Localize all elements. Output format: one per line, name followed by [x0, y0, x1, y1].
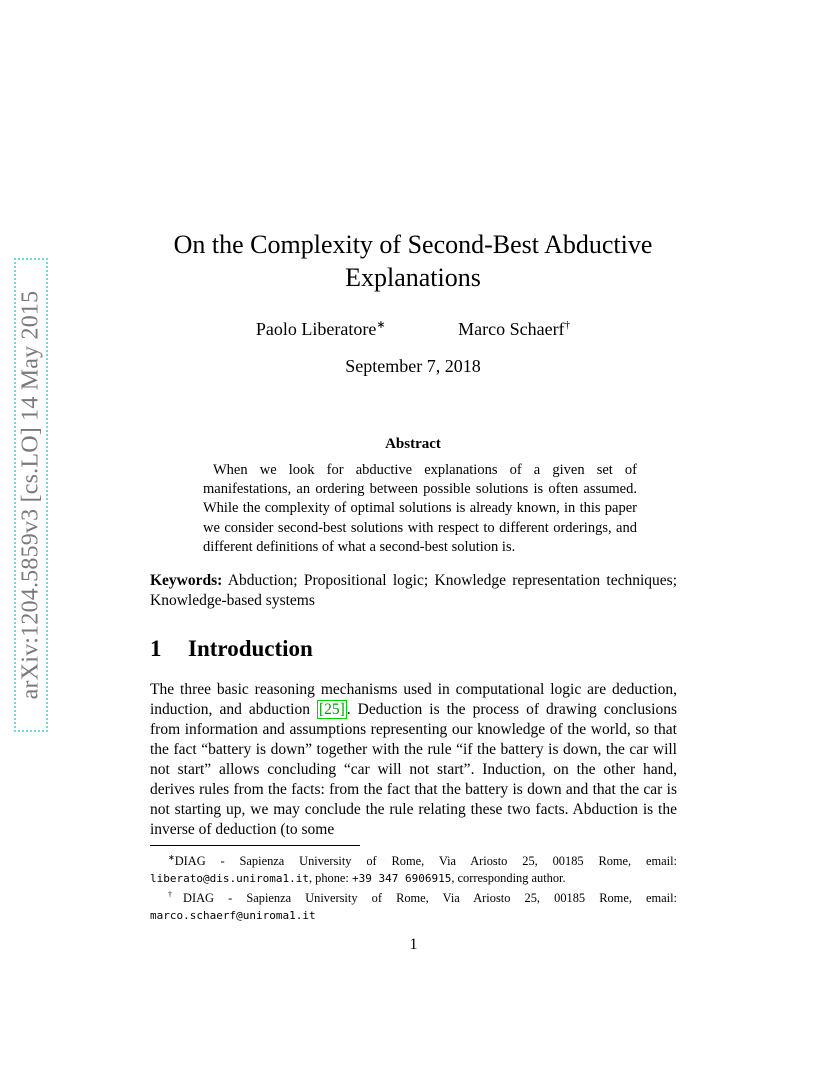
footnote-2-email[interactable]: marco.schaerf@uniroma1.it — [150, 909, 316, 923]
author-1-name: Paolo Liberatore — [255, 319, 377, 339]
footnote-2-text: DIAG - Sapienza University of Rome, Via Ariosto 25, 00185 Rome, email: — [183, 891, 677, 906]
citation-link[interactable]: [25] — [318, 701, 345, 718]
author-2-name: Marco Schaerf — [458, 319, 565, 339]
footnote-1-text: DIAG - Sapienza University of Rome, Via Ariosto 25, 00185 Rome, email: — [174, 854, 677, 869]
footnote-1-mid: , phone: — [308, 870, 352, 885]
author-2 — [458, 319, 570, 340]
section-heading — [150, 636, 313, 662]
keywords-label: Keywords: — [150, 572, 223, 589]
title-line-1: On the Complexity of Second-Best Abductive — [173, 230, 653, 259]
footnote-1-phone: +39 347 6906915 — [351, 871, 452, 885]
keywords — [150, 571, 677, 611]
footnote-1 — [150, 850, 677, 887]
arxiv-stamp — [14, 258, 48, 732]
page-number: 1 — [409, 936, 418, 953]
paper-date: September 7, 2018 — [345, 356, 481, 376]
author-1 — [256, 318, 386, 340]
abstract-text: When we look for abductive explanations of a given set of manifestations, an ordering between possible solutions is often assumed. While the complexity of optimal solutions is already known, in this paper we consider second-best solutions with respect to different orderings, and different definitions of what a second-best solution is. — [203, 462, 637, 555]
footnote-2 — [150, 887, 677, 924]
abstract-heading: Abstract — [385, 436, 441, 452]
paper-title — [150, 228, 676, 294]
arxiv-identifier: arXiv:1204.5859v3 [cs.LO] 14 May 2015 — [17, 290, 44, 700]
intro-paragraph — [150, 680, 677, 840]
title-line-2: Explanations — [345, 263, 481, 292]
author-list — [150, 318, 676, 340]
section-title: Introduction — [188, 636, 313, 661]
intro-text-start: The three basic reasoning mechanisms used in computational logic are deduction, induction, and abduction — [150, 681, 677, 718]
section-number: 1 — [150, 636, 162, 661]
footnote-1-tail: , corresponding author. — [451, 870, 566, 885]
footnote-1-mark: ∗ — [168, 853, 175, 862]
keywords-text: Abduction; Propositional logic; Knowledge representation techniques; Knowledge-based systems — [150, 572, 677, 609]
author-1-footnote-mark[interactable]: ∗ — [376, 319, 386, 331]
intro-text-rest: . Deduction is the process of drawing conclusions from information and assumptions representing our knowledge of the world, so that the fact “battery is down” together with the rule “if the battery is down, the car will not start” allows concluding “car will not start”. Induction, on the other hand, derives rules from the facts: from the fact that the battery is down and that the car is not starting up, we may conclude the rule relating these two facts. Abduction is the inverse of deduction (to some — [150, 701, 677, 838]
footnotes — [150, 850, 677, 925]
footnote-1-email[interactable]: liberato@dis.uniroma1.it — [150, 871, 309, 885]
footnote-rule — [150, 845, 360, 846]
footnote-2-mark: † — [168, 890, 184, 900]
author-2-footnote-mark[interactable]: † — [564, 319, 571, 331]
